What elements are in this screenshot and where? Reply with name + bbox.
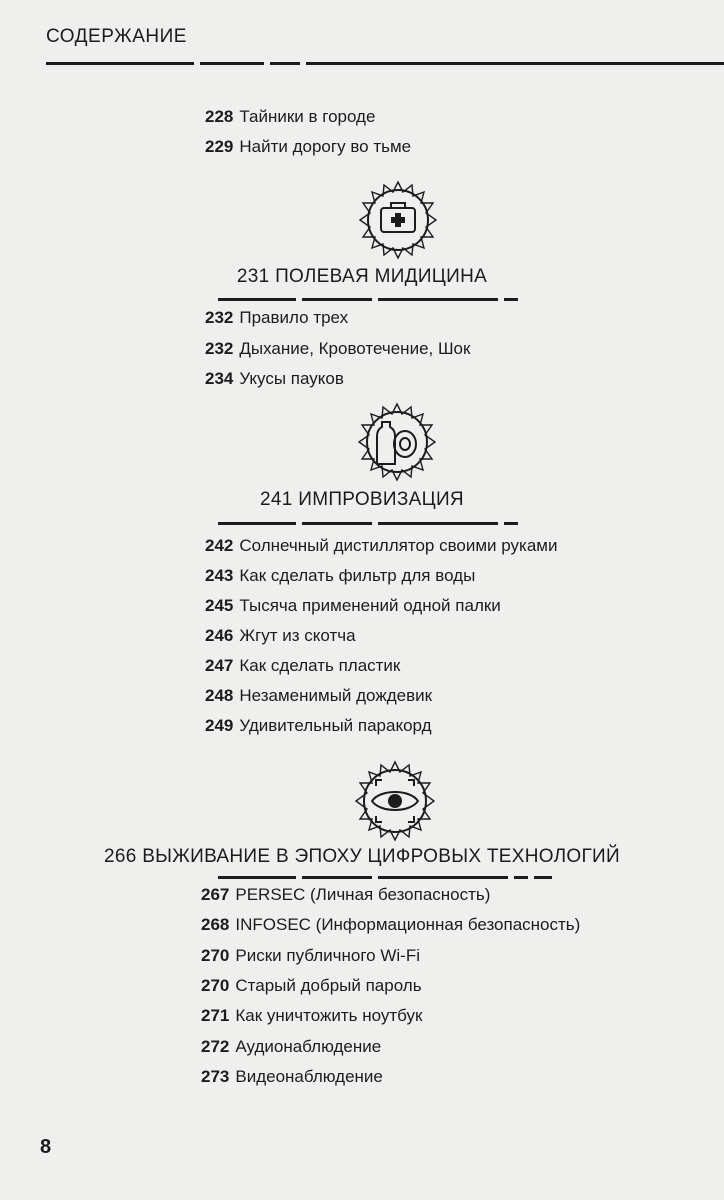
rule-segment: [218, 876, 296, 879]
toc-item-page: 234: [205, 369, 234, 388]
toc-item-page: 228: [205, 107, 234, 126]
toc-item-title: Как уничтожить ноутбук: [235, 1006, 423, 1025]
toc-item-title: Видеонаблюдение: [235, 1067, 383, 1086]
toc-item-page: 271: [201, 1006, 230, 1025]
toc-item-page: 248: [205, 686, 234, 705]
first-aid-kit-icon: [356, 178, 440, 262]
section-heading: [0, 489, 724, 511]
rule-segment: [306, 62, 724, 65]
rule-segment: [302, 298, 372, 301]
toc-item-page: 249: [205, 716, 234, 735]
toc-item-title: Найти дорогу во тьме: [239, 137, 412, 156]
toc-item-page: 246: [205, 626, 234, 645]
toc-item-title: Дыхание, Кровотечение, Шок: [239, 339, 471, 358]
toc-item-page: 268: [201, 915, 230, 934]
toc-item: [201, 915, 580, 935]
toc-item-title: PERSEC (Личная безопасность): [235, 885, 491, 904]
toc-item: [205, 566, 475, 586]
toc-item: [205, 107, 375, 127]
toc-item: [201, 1067, 383, 1087]
toc-item-page: 270: [201, 946, 230, 965]
rule-segment: [378, 522, 498, 525]
rule-segment: [200, 62, 264, 65]
section-heading: [0, 846, 724, 868]
rule-segment: [218, 522, 296, 525]
toc-item-title: Тайники в городе: [239, 107, 376, 126]
toc-item-title: Как сделать фильтр для воды: [239, 566, 476, 585]
toc-item-page: 242: [205, 536, 234, 555]
toc-item-title: Старый добрый пароль: [235, 976, 422, 995]
toc-item: [205, 686, 432, 706]
toc-item-page: 243: [205, 566, 234, 585]
section-page: 266: [104, 846, 137, 867]
toc-item-title: Незаменимый дождевик: [239, 686, 433, 705]
toc-item: [205, 716, 432, 736]
toc-item: [205, 596, 501, 616]
toc-item-page: 272: [201, 1037, 230, 1056]
rule-segment: [378, 298, 498, 301]
toc-item-page: 232: [205, 339, 234, 358]
eye-icon: [352, 758, 438, 844]
rule-segment: [514, 876, 528, 879]
page-header: СОДЕРЖАНИЕ: [46, 26, 187, 47]
section-page: 241: [260, 489, 293, 510]
toc-item-title: Укусы пауков: [239, 369, 344, 388]
section-heading: [0, 266, 724, 288]
toc-item-page: 273: [201, 1067, 230, 1086]
toc-item-title: Как сделать пластик: [239, 656, 401, 675]
section-title: ИМПРОВИЗАЦИЯ: [298, 489, 464, 510]
toc-item-page: 270: [201, 976, 230, 995]
toc-item-title: Тысяча применений одной палки: [239, 596, 501, 615]
toc-item: [201, 976, 422, 996]
toc-item-page: 229: [205, 137, 234, 156]
toc-item: [205, 536, 558, 556]
toc-item: [205, 656, 400, 676]
toc-item: [205, 339, 470, 359]
toc-item-page: 267: [201, 885, 230, 904]
toc-item: [205, 308, 348, 328]
rule-segment: [46, 62, 194, 65]
section-title: ПОЛЕВАЯ МИДИЦИНА: [275, 266, 488, 287]
toc-item-title: Жгут из скотча: [239, 626, 356, 645]
toc-item-page: 245: [205, 596, 234, 615]
toc-item: [205, 369, 344, 389]
rule-segment: [378, 876, 508, 879]
toc-item-title: Риски публичного Wi-Fi: [235, 946, 421, 965]
rule-segment: [504, 298, 518, 301]
toc-item-title: INFOSEC (Информационная безопасность): [235, 915, 581, 934]
toc-item: [205, 626, 356, 646]
rule-segment: [302, 876, 372, 879]
toc-item: [205, 137, 411, 157]
rule-segment: [302, 522, 372, 525]
bottle-and-tape-icon: [355, 400, 439, 484]
toc-item: [201, 885, 490, 905]
toc-item: [201, 946, 420, 966]
toc-item: [201, 1006, 422, 1026]
rule-segment: [534, 876, 552, 879]
toc-item-title: Солнечный дистиллятор своими руками: [239, 536, 558, 555]
page-number: 8: [40, 1136, 52, 1158]
section-page: 231: [236, 266, 270, 287]
toc-item-title: Правило трех: [239, 308, 349, 327]
rule-segment: [504, 522, 518, 525]
toc-item-page: 232: [205, 308, 234, 327]
toc-item-title: Удивительный паракорд: [239, 716, 432, 735]
rule-segment: [270, 62, 300, 65]
toc-item-title: Аудионаблюдение: [235, 1037, 382, 1056]
rule-segment: [218, 298, 296, 301]
toc-item: [201, 1037, 381, 1057]
section-title: ВЫЖИВАНИЕ В ЭПОХУ ЦИФРОВЫХ ТЕХНОЛОГИЙ: [142, 846, 620, 867]
toc-item-page: 247: [205, 656, 234, 675]
